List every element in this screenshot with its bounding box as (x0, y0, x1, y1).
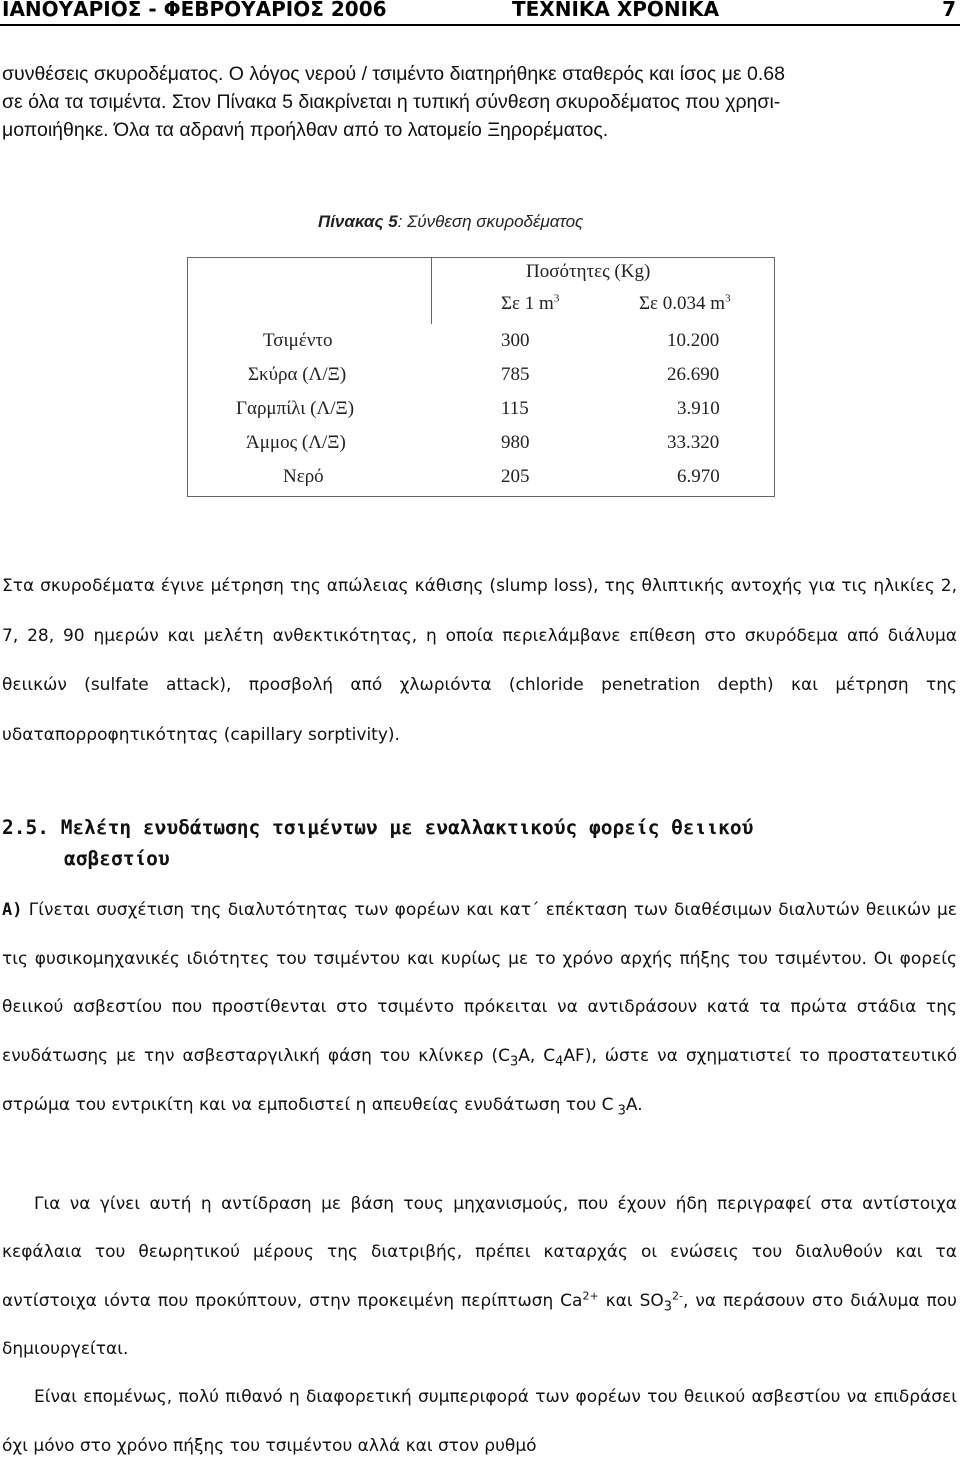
page-number: 7 (942, 0, 956, 21)
table-cell: 205 (501, 466, 530, 487)
table-col-header-2: Σε 0.034 $m^3$ (639, 292, 731, 314)
table-cell: 10.200 (667, 330, 720, 351)
paragraph (2, 1180, 957, 1374)
table-row-label: Σκύρα (Λ/Ξ) (248, 364, 347, 385)
table-row-label: Νερό (283, 466, 324, 487)
table-row-label: Άμμος (Λ/Ξ) (246, 432, 346, 453)
paragraph (2, 886, 957, 1130)
paragraph (2, 562, 957, 760)
table-group-header: Ποσότητες (Kg) (526, 261, 651, 282)
table-row-label: Γαρμπίλι (Λ/Ξ) (236, 398, 355, 419)
journal-issue: ΙΑΝΟΥΑΡΙΟΣ - ΦΕΒΡΟΥΑΡΙΟΣ 2006 (2, 0, 387, 21)
intro-paragraph (2, 60, 957, 144)
page-header (0, 0, 960, 26)
section-heading-line: 2.5. Μελέτη ενυδάτωσης τσιμέντων με εναλλακτικούς φορείς θειικού (2, 816, 754, 839)
paragraph-text: Στα σκυροδέματα έγινε μέτρηση της απώλειας κάθισης (slump loss), της θλιπτικής αντοχής για τις ηλικίες 2, 7, 28, 90 ημερών και μελέτη ανθεκτικότητας, η οποία περιελάμβανε επίθεση στο σκυρόδεμα από διάλυμα θειικών (sulfate attack), προσβολή από χλωριόντα (chloride penetration depth) και μέτρηση της υδαταπορροφητικότητας (capillary sorptivity). (2, 576, 957, 745)
composition-table (187, 257, 775, 497)
table-col-header-1: Σε 1 $m^3$ (501, 292, 560, 314)
section-heading (2, 812, 753, 874)
table-divider (431, 258, 432, 324)
table-row-label: Τσιμέντο (263, 330, 333, 351)
table-cell: 785 (501, 364, 530, 385)
journal-title: ΤΕΧΝΙΚΑ ΧΡΟΝΙΚΑ (512, 0, 720, 21)
intro-line: μοποιήθηκε. Όλα τα αδρανή προήλθαν από το λατομείο Ξηρορέματος. (2, 119, 609, 141)
paragraph (2, 1373, 957, 1470)
paragraph-text: Είναι επομένως, πολύ πιθανό η διαφορετική συμπεριφορά των φορέων του θειικού ασβεστίου να επιδράσει όχι μόνο στο χρόνο πήξης του τσιμέντου αλλά και στον ρυθμό (2, 1387, 957, 1456)
table-cell: 6.970 (677, 466, 720, 487)
paragraph-text: Α) Γίνεται συσχέτιση της διαλυτότητας των φορέων και κατ΄ επέκταση των διαθέσιμων διαλυτών θειικών με τις φυσικομηχανικές ιδιότητες του τσιμέντου και κυρίως με το χρόνο αρχής πήξης του τσιμέντου. Οι φορείς θειικού ασβεστίου που προστίθενται στο τσιμέντο πρόκειται να αντιδράσουν κατά τα πρώτα στάδια της ενυδάτωσης με την ασβεσταργιλική φάση του κλίνκερ ($C_3A$, $C_4AF$), ώστε να σχηματιστεί το προστατευτικό στρώμα του εντρικίτη και να εμποδιστεί η απευθείας ενυδάτωση του C $_3$A. (2, 900, 957, 1119)
table-caption (318, 212, 583, 232)
table-cell: 980 (501, 432, 530, 453)
intro-line: συνθέσεις σκυροδέματος. Ο λόγος νερού / τσιμέντο διατηρήθηκε σταθερός και ίσος με 0.68 (2, 63, 785, 85)
table-cell: 115 (501, 398, 529, 419)
item-label: Α) (2, 900, 23, 920)
table-cell: 26.690 (667, 364, 720, 385)
section-heading-line: ασβεστίου (64, 847, 170, 870)
table-cell: 33.320 (667, 432, 720, 453)
table-caption-text: : Σύνθεση σκυροδέματος (397, 212, 584, 231)
table-cell: 300 (501, 330, 530, 351)
table-cell: 3.910 (677, 398, 720, 419)
intro-line: σε όλα τα τσιμέντα. Στον Πίνακα 5 διακρίνεται η τυπική σύνθεση σκυροδέματος που χρησι- (2, 91, 781, 113)
table-caption-label: Πίνακας 5 (318, 212, 398, 231)
paragraph-text: Για να γίνει αυτή η αντίδραση με βάση τους μηχανισμούς, που έχουν ήδη περιγραφεί στα αντίστοιχα κεφάλαια του θεωρητικού μέρους της διατριβής, πρέπει καταρχάς οι ενώσεις του διαλυθούν και τα αντίστοιχα ιόντα που προκύπτουν, στην προκειμένη περίπτωση $Ca^{2+}$ και $SO_3^{2-}$, να περάσουν στο διάλυμα που δημιουργείται. (2, 1194, 957, 1360)
